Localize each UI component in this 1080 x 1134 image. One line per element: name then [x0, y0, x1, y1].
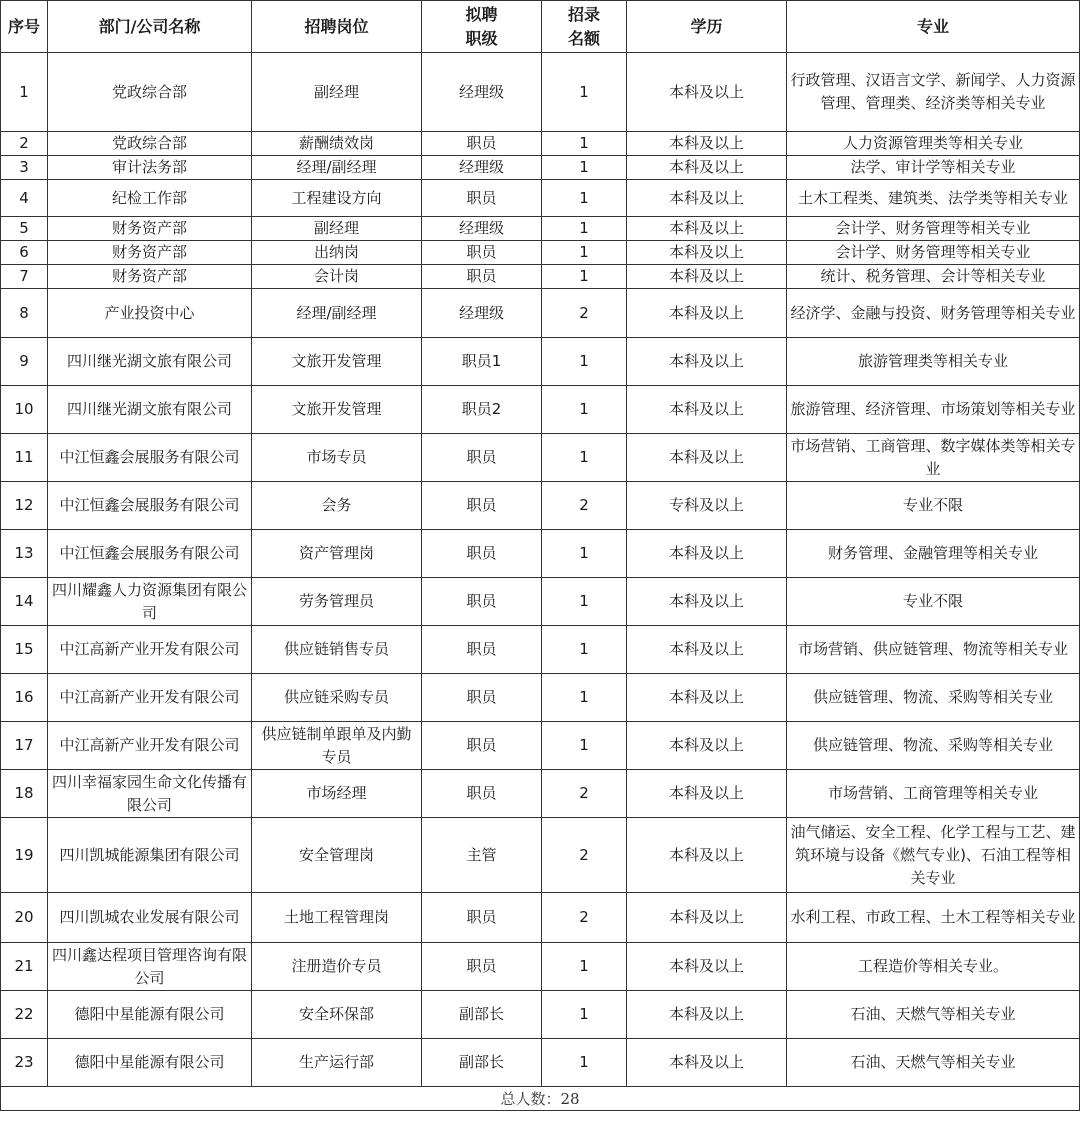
row-position: 供应链采购专员	[252, 674, 422, 722]
row-seq: 22	[1, 991, 48, 1039]
row-seq: 21	[1, 943, 48, 991]
row-quota: 1	[542, 217, 627, 241]
row-seq: 1	[1, 53, 48, 132]
row-education: 本科及以上	[627, 265, 787, 289]
table-row	[1, 386, 1080, 434]
row-rank: 职员	[422, 132, 542, 156]
row-department: 党政综合部	[48, 53, 252, 132]
row-rank: 主管	[422, 818, 542, 893]
row-position: 副经理	[252, 217, 422, 241]
row-department: 财务资产部	[48, 217, 252, 241]
row-major: 土木工程类、建筑类、法学类等相关专业	[787, 180, 1080, 217]
table-row	[1, 482, 1080, 530]
row-rank: 职员	[422, 530, 542, 578]
row-rank: 职员	[422, 482, 542, 530]
row-position: 文旅开发管理	[252, 386, 422, 434]
row-quota: 2	[542, 289, 627, 338]
table-row	[1, 180, 1080, 217]
row-quota: 1	[542, 241, 627, 265]
header-quota: 招录 名额	[542, 1, 627, 53]
row-department: 四川耀鑫人力资源集团有限公司	[48, 578, 252, 626]
row-major: 水利工程、市政工程、土木工程等相关专业	[787, 893, 1080, 943]
row-major: 市场营销、工商管理等相关专业	[787, 770, 1080, 818]
row-quota: 1	[542, 578, 627, 626]
row-quota: 1	[542, 434, 627, 482]
row-position: 资产管理岗	[252, 530, 422, 578]
table-row	[1, 217, 1080, 241]
row-seq: 13	[1, 530, 48, 578]
row-department: 四川鑫达程项目管理咨询有限公司	[48, 943, 252, 991]
row-rank: 职员	[422, 434, 542, 482]
row-department: 德阳中星能源有限公司	[48, 1039, 252, 1087]
row-rank: 职员	[422, 770, 542, 818]
row-quota: 1	[542, 1039, 627, 1087]
header-row	[1, 1, 1080, 53]
row-seq: 6	[1, 241, 48, 265]
row-quota: 1	[542, 626, 627, 674]
table-row	[1, 132, 1080, 156]
row-seq: 8	[1, 289, 48, 338]
row-rank: 经理级	[422, 156, 542, 180]
header-major: 专业	[787, 1, 1080, 53]
row-department: 四川凯城农业发展有限公司	[48, 893, 252, 943]
table-row	[1, 991, 1080, 1039]
row-seq: 7	[1, 265, 48, 289]
row-position: 文旅开发管理	[252, 338, 422, 386]
row-rank: 职员	[422, 241, 542, 265]
row-rank: 职员	[422, 943, 542, 991]
row-education: 本科及以上	[627, 156, 787, 180]
row-major: 工程造价等相关专业。	[787, 943, 1080, 991]
row-education: 本科及以上	[627, 434, 787, 482]
row-quota: 1	[542, 338, 627, 386]
table-row	[1, 578, 1080, 626]
row-department: 中江高新产业开发有限公司	[48, 722, 252, 770]
row-department: 中江恒鑫会展服务有限公司	[48, 530, 252, 578]
row-seq: 10	[1, 386, 48, 434]
row-quota: 1	[542, 943, 627, 991]
row-education: 本科及以上	[627, 722, 787, 770]
row-position: 注册造价专员	[252, 943, 422, 991]
row-quota: 2	[542, 482, 627, 530]
row-department: 四川继光湖文旅有限公司	[48, 386, 252, 434]
row-education: 本科及以上	[627, 338, 787, 386]
row-education: 本科及以上	[627, 132, 787, 156]
row-seq: 14	[1, 578, 48, 626]
row-quota: 1	[542, 386, 627, 434]
row-major: 统计、税务管理、会计等相关专业	[787, 265, 1080, 289]
row-major: 石油、天燃气等相关专业	[787, 1039, 1080, 1087]
row-position: 副经理	[252, 53, 422, 132]
row-position: 供应链销售专员	[252, 626, 422, 674]
row-major: 经济学、金融与投资、财务管理等相关专业	[787, 289, 1080, 338]
row-quota: 2	[542, 893, 627, 943]
row-seq: 19	[1, 818, 48, 893]
row-quota: 1	[542, 674, 627, 722]
row-education: 本科及以上	[627, 180, 787, 217]
row-major: 供应链管理、物流、采购等相关专业	[787, 722, 1080, 770]
table-row	[1, 674, 1080, 722]
table-row	[1, 893, 1080, 943]
row-major: 人力资源管理类等相关专业	[787, 132, 1080, 156]
row-rank: 职员	[422, 180, 542, 217]
row-education: 本科及以上	[627, 289, 787, 338]
row-rank: 职员	[422, 265, 542, 289]
row-position: 生产运行部	[252, 1039, 422, 1087]
row-position: 安全环保部	[252, 991, 422, 1039]
row-education: 本科及以上	[627, 943, 787, 991]
row-major: 旅游管理类等相关专业	[787, 338, 1080, 386]
row-position: 土地工程管理岗	[252, 893, 422, 943]
row-quota: 1	[542, 53, 627, 132]
row-seq: 4	[1, 180, 48, 217]
table-row	[1, 53, 1080, 132]
row-education: 本科及以上	[627, 1039, 787, 1087]
row-education: 本科及以上	[627, 53, 787, 132]
row-education: 本科及以上	[627, 893, 787, 943]
row-rank: 经理级	[422, 53, 542, 132]
row-position: 会计岗	[252, 265, 422, 289]
row-position: 工程建设方向	[252, 180, 422, 217]
row-department: 中江高新产业开发有限公司	[48, 674, 252, 722]
row-quota: 2	[542, 818, 627, 893]
row-seq: 11	[1, 434, 48, 482]
row-rank: 经理级	[422, 217, 542, 241]
table-row	[1, 156, 1080, 180]
row-position: 经理/副经理	[252, 289, 422, 338]
table-row	[1, 1039, 1080, 1087]
row-education: 本科及以上	[627, 241, 787, 265]
row-position: 安全管理岗	[252, 818, 422, 893]
row-position: 薪酬绩效岗	[252, 132, 422, 156]
header-seq: 序号	[1, 1, 48, 53]
row-major: 市场营销、供应链管理、物流等相关专业	[787, 626, 1080, 674]
row-department: 产业投资中心	[48, 289, 252, 338]
row-seq: 23	[1, 1039, 48, 1087]
row-education: 本科及以上	[627, 578, 787, 626]
row-quota: 1	[542, 132, 627, 156]
table-row	[1, 241, 1080, 265]
row-rank: 职员	[422, 626, 542, 674]
row-quota: 1	[542, 156, 627, 180]
table-row	[1, 434, 1080, 482]
row-rank: 职员	[422, 674, 542, 722]
table-row	[1, 722, 1080, 770]
header-position: 招聘岗位	[252, 1, 422, 53]
row-department: 中江高新产业开发有限公司	[48, 626, 252, 674]
row-quota: 1	[542, 991, 627, 1039]
row-rank: 副部长	[422, 1039, 542, 1087]
table-row	[1, 626, 1080, 674]
row-department: 四川凯城能源集团有限公司	[48, 818, 252, 893]
table-row	[1, 338, 1080, 386]
row-major: 行政管理、汉语言文学、新闻学、人力资源管理、管理类、经济类等相关专业	[787, 53, 1080, 132]
table-row	[1, 289, 1080, 338]
header-department: 部门/公司名称	[48, 1, 252, 53]
row-department: 四川继光湖文旅有限公司	[48, 338, 252, 386]
row-department: 中江恒鑫会展服务有限公司	[48, 482, 252, 530]
row-major: 石油、天燃气等相关专业	[787, 991, 1080, 1039]
row-education: 本科及以上	[627, 530, 787, 578]
row-major: 财务管理、金融管理等相关专业	[787, 530, 1080, 578]
row-education: 本科及以上	[627, 386, 787, 434]
row-education: 本科及以上	[627, 818, 787, 893]
header-rank: 拟聘 职级	[422, 1, 542, 53]
row-position: 供应链制单跟单及内勤专员	[252, 722, 422, 770]
total-row	[1, 1087, 1080, 1111]
row-quota: 1	[542, 180, 627, 217]
row-seq: 20	[1, 893, 48, 943]
row-department: 审计法务部	[48, 156, 252, 180]
row-department: 德阳中星能源有限公司	[48, 991, 252, 1039]
table-row	[1, 818, 1080, 893]
row-position: 会务	[252, 482, 422, 530]
table-row	[1, 943, 1080, 991]
row-seq: 12	[1, 482, 48, 530]
row-rank: 职员1	[422, 338, 542, 386]
row-rank: 职员2	[422, 386, 542, 434]
row-education: 本科及以上	[627, 674, 787, 722]
row-education: 本科及以上	[627, 770, 787, 818]
row-major: 供应链管理、物流、采购等相关专业	[787, 674, 1080, 722]
row-education: 本科及以上	[627, 991, 787, 1039]
row-seq: 3	[1, 156, 48, 180]
row-rank: 职员	[422, 722, 542, 770]
row-department: 财务资产部	[48, 265, 252, 289]
row-quota: 2	[542, 770, 627, 818]
row-major: 专业不限	[787, 482, 1080, 530]
row-department: 党政综合部	[48, 132, 252, 156]
row-major: 专业不限	[787, 578, 1080, 626]
row-seq: 17	[1, 722, 48, 770]
row-position: 劳务管理员	[252, 578, 422, 626]
row-quota: 1	[542, 530, 627, 578]
row-department: 纪检工作部	[48, 180, 252, 217]
row-position: 出纳岗	[252, 241, 422, 265]
header-education: 学历	[627, 1, 787, 53]
row-major: 市场营销、工商管理、数字媒体类等相关专业	[787, 434, 1080, 482]
row-education: 本科及以上	[627, 626, 787, 674]
row-rank: 副部长	[422, 991, 542, 1039]
row-rank: 经理级	[422, 289, 542, 338]
table-row	[1, 770, 1080, 818]
row-major: 旅游管理、经济管理、市场策划等相关专业	[787, 386, 1080, 434]
row-department: 财务资产部	[48, 241, 252, 265]
row-seq: 9	[1, 338, 48, 386]
row-position: 经理/副经理	[252, 156, 422, 180]
total-count: 总人数：28	[1, 1087, 1080, 1111]
row-major: 法学、审计学等相关专业	[787, 156, 1080, 180]
row-department: 四川幸福家园生命文化传播有限公司	[48, 770, 252, 818]
row-department: 中江恒鑫会展服务有限公司	[48, 434, 252, 482]
row-seq: 5	[1, 217, 48, 241]
row-major: 油气储运、安全工程、化学工程与工艺、建筑环境与设备《燃气专业)、石油工程等相关专业	[787, 818, 1080, 893]
row-education: 本科及以上	[627, 217, 787, 241]
row-position: 市场经理	[252, 770, 422, 818]
row-rank: 职员	[422, 578, 542, 626]
row-seq: 16	[1, 674, 48, 722]
row-major: 会计学、财务管理等相关专业	[787, 241, 1080, 265]
table-row	[1, 265, 1080, 289]
row-seq: 18	[1, 770, 48, 818]
row-seq: 2	[1, 132, 48, 156]
table-row	[1, 530, 1080, 578]
row-seq: 15	[1, 626, 48, 674]
row-education: 专科及以上	[627, 482, 787, 530]
row-major: 会计学、财务管理等相关专业	[787, 217, 1080, 241]
row-rank: 职员	[422, 893, 542, 943]
row-quota: 1	[542, 722, 627, 770]
row-position: 市场专员	[252, 434, 422, 482]
row-quota: 1	[542, 265, 627, 289]
